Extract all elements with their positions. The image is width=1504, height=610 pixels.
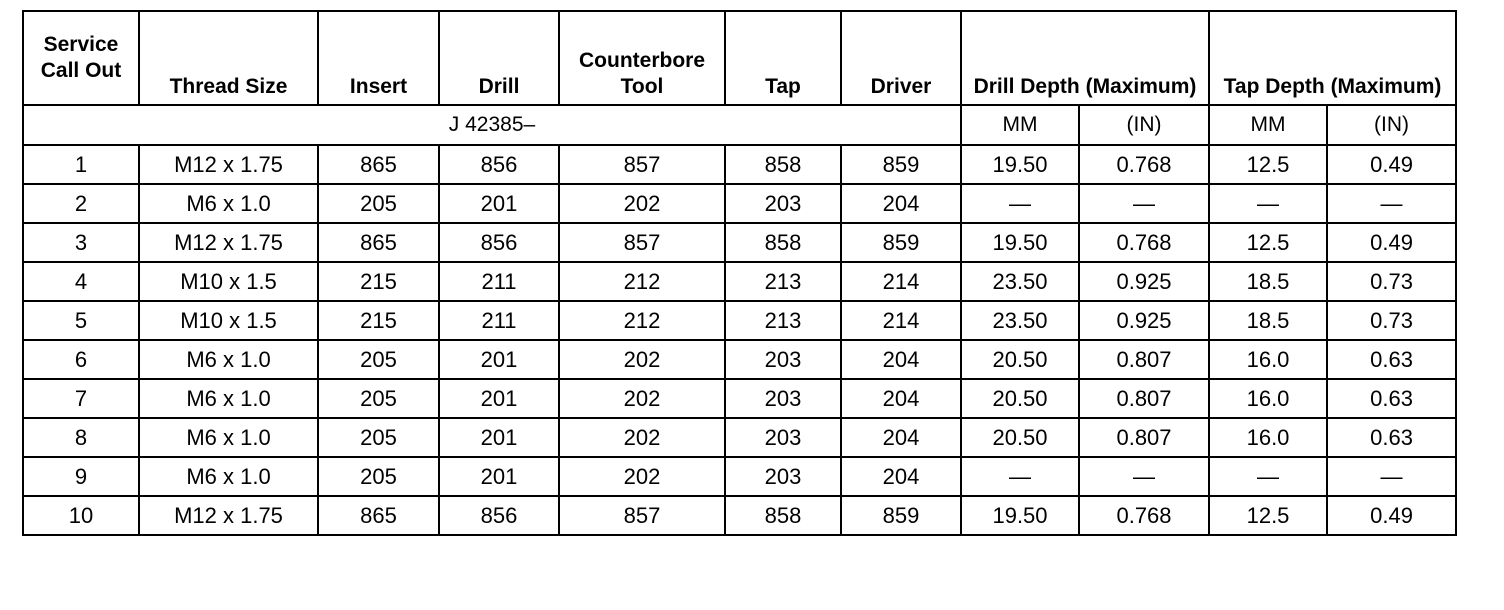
service-call-out-cell: 4 [23, 262, 139, 301]
insert-cell: 205 [318, 418, 439, 457]
tap-depth-in-cell: 0.63 [1327, 418, 1456, 457]
thread-size-cell: M10 x 1.5 [139, 262, 318, 301]
drill-cell: 201 [439, 457, 559, 496]
counterbore-cell: 857 [559, 496, 725, 535]
insert-cell: 865 [318, 223, 439, 262]
tap-cell: 858 [725, 145, 841, 184]
header-drill: Drill [439, 11, 559, 105]
insert-cell: 215 [318, 262, 439, 301]
driver-cell: 214 [841, 301, 961, 340]
service-call-out-cell: 6 [23, 340, 139, 379]
header-driver: Driver [841, 11, 961, 105]
thread-size-cell: M12 x 1.75 [139, 223, 318, 262]
drill-depth-mm-cell: 20.50 [961, 340, 1079, 379]
counterbore-cell: 857 [559, 223, 725, 262]
driver-cell: 214 [841, 262, 961, 301]
thread-insert-spec-table [22, 10, 1457, 536]
tap-cell: 203 [725, 418, 841, 457]
drill-depth-mm-cell: — [961, 457, 1079, 496]
tap-depth-mm-cell: 16.0 [1209, 340, 1327, 379]
header-row [23, 11, 1456, 105]
header-tap-depth: Tap Depth (Maximum) [1209, 11, 1456, 105]
driver-cell: 204 [841, 457, 961, 496]
counterbore-cell: 857 [559, 145, 725, 184]
tap-depth-in-cell: 0.49 [1327, 223, 1456, 262]
insert-cell: 205 [318, 340, 439, 379]
driver-cell: 204 [841, 418, 961, 457]
drill-depth-mm-cell: 19.50 [961, 145, 1079, 184]
drill-depth-mm-cell: — [961, 184, 1079, 223]
tap-cell: 213 [725, 301, 841, 340]
tap-depth-mm-cell: 18.5 [1209, 262, 1327, 301]
drill-depth-mm-cell: 19.50 [961, 496, 1079, 535]
service-call-out-cell: 10 [23, 496, 139, 535]
counterbore-cell: 202 [559, 418, 725, 457]
table-row [23, 457, 1456, 496]
drill-cell: 211 [439, 262, 559, 301]
table-row [23, 418, 1456, 457]
table-row [23, 301, 1456, 340]
tap-depth-in-unit: (IN) [1327, 105, 1456, 145]
insert-cell: 865 [318, 496, 439, 535]
driver-cell: 859 [841, 145, 961, 184]
thread-size-cell: M6 x 1.0 [139, 457, 318, 496]
counterbore-cell: 212 [559, 301, 725, 340]
service-call-out-cell: 7 [23, 379, 139, 418]
table-row [23, 379, 1456, 418]
table-row [23, 223, 1456, 262]
counterbore-cell: 202 [559, 457, 725, 496]
insert-cell: 205 [318, 457, 439, 496]
tap-depth-mm-unit: MM [1209, 105, 1327, 145]
thread-size-cell: M6 x 1.0 [139, 418, 318, 457]
counterbore-cell: 202 [559, 340, 725, 379]
tap-depth-in-cell: 0.63 [1327, 340, 1456, 379]
tap-cell: 203 [725, 340, 841, 379]
drill-depth-mm-cell: 23.50 [961, 262, 1079, 301]
thread-size-cell: M6 x 1.0 [139, 379, 318, 418]
tap-depth-in-cell: — [1327, 184, 1456, 223]
header-service-call-out: Service Call Out [23, 11, 139, 105]
counterbore-cell: 202 [559, 379, 725, 418]
drill-depth-in-unit: (IN) [1079, 105, 1209, 145]
tap-depth-mm-cell: 12.5 [1209, 496, 1327, 535]
thread-size-cell: M12 x 1.75 [139, 496, 318, 535]
drill-cell: 201 [439, 340, 559, 379]
table-body [23, 145, 1456, 535]
tap-depth-in-cell: 0.63 [1327, 379, 1456, 418]
drill-cell: 856 [439, 223, 559, 262]
insert-cell: 205 [318, 184, 439, 223]
subheader-row [23, 105, 1456, 145]
table-row [23, 262, 1456, 301]
thread-size-cell: M12 x 1.75 [139, 145, 318, 184]
drill-depth-in-cell: — [1079, 184, 1209, 223]
tap-depth-mm-cell: — [1209, 184, 1327, 223]
insert-cell: 205 [318, 379, 439, 418]
tap-depth-in-cell: 0.73 [1327, 301, 1456, 340]
drill-depth-in-cell: 0.768 [1079, 145, 1209, 184]
drill-depth-in-cell: 0.768 [1079, 496, 1209, 535]
drill-depth-in-cell: 0.807 [1079, 340, 1209, 379]
driver-cell: 204 [841, 379, 961, 418]
tap-depth-in-cell: 0.49 [1327, 496, 1456, 535]
drill-cell: 856 [439, 496, 559, 535]
thread-size-cell: M6 x 1.0 [139, 184, 318, 223]
drill-depth-mm-cell: 20.50 [961, 379, 1079, 418]
table-row [23, 496, 1456, 535]
service-call-out-cell: 1 [23, 145, 139, 184]
tap-cell: 858 [725, 223, 841, 262]
table-row [23, 340, 1456, 379]
header-drill-depth: Drill Depth (Maximum) [961, 11, 1209, 105]
tap-depth-mm-cell: 18.5 [1209, 301, 1327, 340]
drill-depth-mm-cell: 20.50 [961, 418, 1079, 457]
header-tap: Tap [725, 11, 841, 105]
tap-depth-in-cell: 0.73 [1327, 262, 1456, 301]
counterbore-cell: 212 [559, 262, 725, 301]
driver-cell: 204 [841, 340, 961, 379]
thread-size-cell: M10 x 1.5 [139, 301, 318, 340]
tap-cell: 213 [725, 262, 841, 301]
tap-depth-mm-cell: 16.0 [1209, 379, 1327, 418]
table-row [23, 184, 1456, 223]
service-call-out-cell: 8 [23, 418, 139, 457]
drill-depth-in-cell: 0.925 [1079, 262, 1209, 301]
tap-cell: 203 [725, 379, 841, 418]
thread-size-cell: M6 x 1.0 [139, 340, 318, 379]
drill-depth-in-cell: 0.807 [1079, 379, 1209, 418]
tap-cell: 858 [725, 496, 841, 535]
drill-cell: 201 [439, 379, 559, 418]
drill-cell: 201 [439, 418, 559, 457]
drill-depth-in-cell: 0.768 [1079, 223, 1209, 262]
drill-cell: 856 [439, 145, 559, 184]
drill-cell: 201 [439, 184, 559, 223]
insert-cell: 215 [318, 301, 439, 340]
tap-depth-mm-cell: 12.5 [1209, 223, 1327, 262]
service-call-out-cell: 9 [23, 457, 139, 496]
tap-cell: 203 [725, 184, 841, 223]
drill-depth-mm-cell: 23.50 [961, 301, 1079, 340]
tap-depth-in-cell: — [1327, 457, 1456, 496]
tool-number-prefix: J 42385– [23, 105, 961, 145]
counterbore-cell: 202 [559, 184, 725, 223]
drill-depth-mm-cell: 19.50 [961, 223, 1079, 262]
service-call-out-cell: 5 [23, 301, 139, 340]
tap-depth-mm-cell: 12.5 [1209, 145, 1327, 184]
service-call-out-cell: 2 [23, 184, 139, 223]
driver-cell: 204 [841, 184, 961, 223]
drill-depth-in-cell: — [1079, 457, 1209, 496]
drill-depth-in-cell: 0.807 [1079, 418, 1209, 457]
drill-cell: 211 [439, 301, 559, 340]
tap-depth-in-cell: 0.49 [1327, 145, 1456, 184]
tap-depth-mm-cell: 16.0 [1209, 418, 1327, 457]
header-thread-size: Thread Size [139, 11, 318, 105]
insert-cell: 865 [318, 145, 439, 184]
header-insert: Insert [318, 11, 439, 105]
tap-cell: 203 [725, 457, 841, 496]
service-call-out-cell: 3 [23, 223, 139, 262]
header-counterbore-tool: Counterbore Tool [559, 11, 725, 105]
table-row [23, 145, 1456, 184]
drill-depth-mm-unit: MM [961, 105, 1079, 145]
drill-depth-in-cell: 0.925 [1079, 301, 1209, 340]
driver-cell: 859 [841, 496, 961, 535]
driver-cell: 859 [841, 223, 961, 262]
tap-depth-mm-cell: — [1209, 457, 1327, 496]
